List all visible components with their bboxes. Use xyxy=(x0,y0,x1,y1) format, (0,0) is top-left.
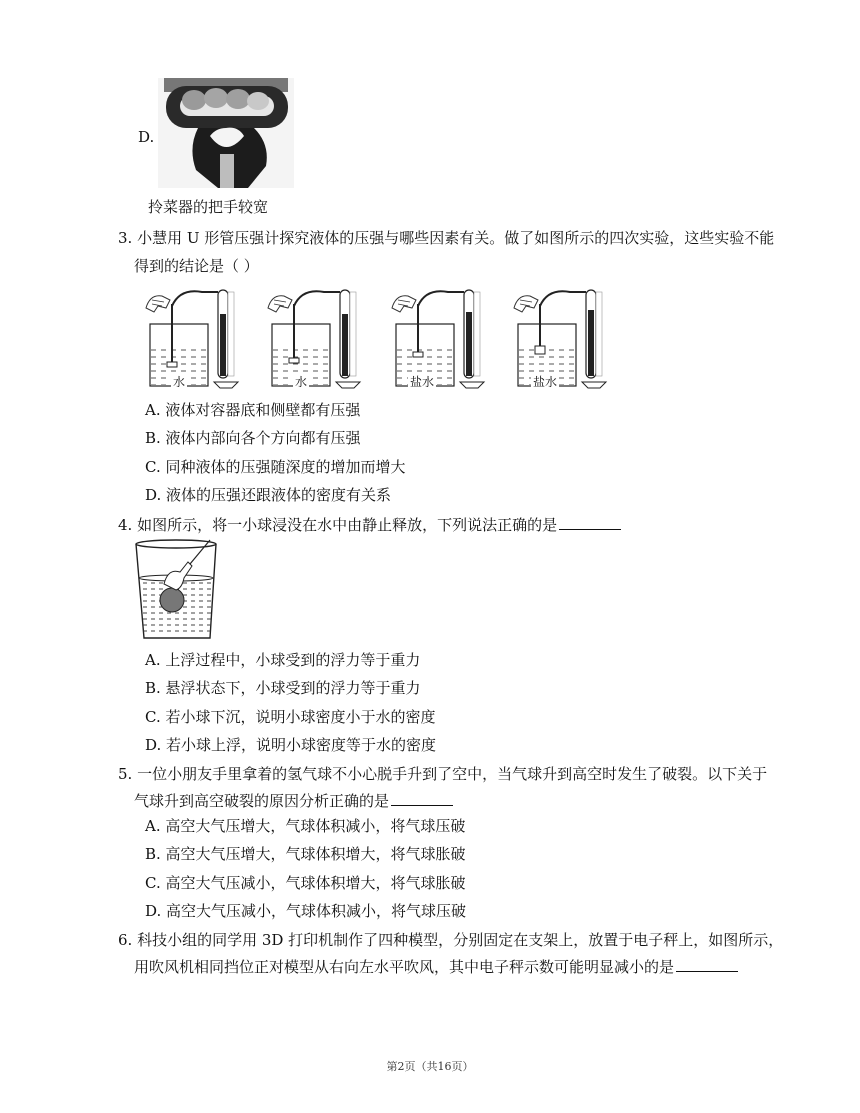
page-footer: 第2页（共16页） xyxy=(386,1060,474,1073)
q4-option-b[interactable]: B. 悬浮状态下，小球受到的浮力等于重力 xyxy=(145,679,421,697)
q6-stem-line2-text: 用吹风机相同挡位正对模型从右向左水平吹风，其中电子秤示数可能明显减小的是 xyxy=(134,958,675,976)
q3-option-d[interactable]: D. 液体的压强还跟液体的密度有关系 xyxy=(145,486,392,504)
q3-option-c[interactable]: C. 同种液体的压强随深度的增加而增大 xyxy=(145,458,406,476)
q5-option-c[interactable]: C. 高空大气压减小，气球体积增大，将气球胀破 xyxy=(145,874,466,892)
q3-option-b[interactable]: B. 液体内部向各个方向都有压强 xyxy=(145,429,361,447)
beaker-label-2: 水 xyxy=(293,372,309,392)
q6-stem-line2 xyxy=(134,957,738,977)
q5-answer-blank[interactable] xyxy=(391,791,453,806)
q5-stem-line1: 5. 一位小朋友手里拿着的氢气球不小心脱手升到了空中，当气球升到高空时发生了破裂。以下关于 xyxy=(118,765,768,783)
bag-handle-photo xyxy=(158,78,294,188)
q4-option-c[interactable]: C. 若小球下沉，说明小球密度小于水的密度 xyxy=(145,708,436,726)
beaker-label-1: 水 xyxy=(171,372,187,392)
setup-2 xyxy=(268,290,360,388)
q2-option-d-caption: 拎菜器的把手较宽 xyxy=(148,198,269,216)
beaker-label-3: 盐水 xyxy=(408,372,436,392)
q2-option-d-letter[interactable]: D. xyxy=(138,128,155,146)
q5-option-b[interactable]: B. 高空大气压增大，气球体积增大，将气球胀破 xyxy=(145,845,466,863)
q4-stem-text: 4. 如图所示，将一小球浸没在水中由静止释放，下列说法正确的是 xyxy=(118,516,558,534)
q3-stem-line1: 3. 小慧用 U 形管压强计探究液体的压强与哪些因素有关。做了如图所示的四次实验，这些实验不能 xyxy=(118,229,775,247)
setup-1 xyxy=(146,290,238,388)
q5-option-d[interactable]: D. 高空大气压减小，气球体积减小，将气球压破 xyxy=(145,902,467,920)
q4-ball-in-water-figure xyxy=(134,538,220,642)
q5-stem-line2-text: 气球升到高空破裂的原因分析正确的是 xyxy=(134,792,390,810)
q4-option-a[interactable]: A. 上浮过程中，小球受到的浮力等于重力 xyxy=(145,651,421,669)
q4-stem xyxy=(118,515,621,535)
setup-3 xyxy=(392,290,484,388)
q3-option-a[interactable]: A. 液体对容器底和侧壁都有压强 xyxy=(145,401,361,419)
q5-stem-line2 xyxy=(134,791,453,811)
q4-answer-blank[interactable] xyxy=(559,515,621,530)
q3-stem-line2: 得到的结论是（ ） xyxy=(134,257,259,275)
beaker-label-4: 盐水 xyxy=(531,372,559,392)
q6-stem-line1: 6. 科技小组的同学用 3D 打印机制作了四种模型，分别固定在支架上，放置于电子秤上，如图所示， xyxy=(118,931,784,949)
q4-option-d[interactable]: D. 若小球上浮，说明小球密度等于水的密度 xyxy=(145,736,437,754)
setup-4 xyxy=(514,290,606,388)
q6-answer-blank[interactable] xyxy=(676,957,738,972)
q5-option-a[interactable]: A. 高空大气压增大，气球体积减小，将气球压破 xyxy=(145,817,466,835)
